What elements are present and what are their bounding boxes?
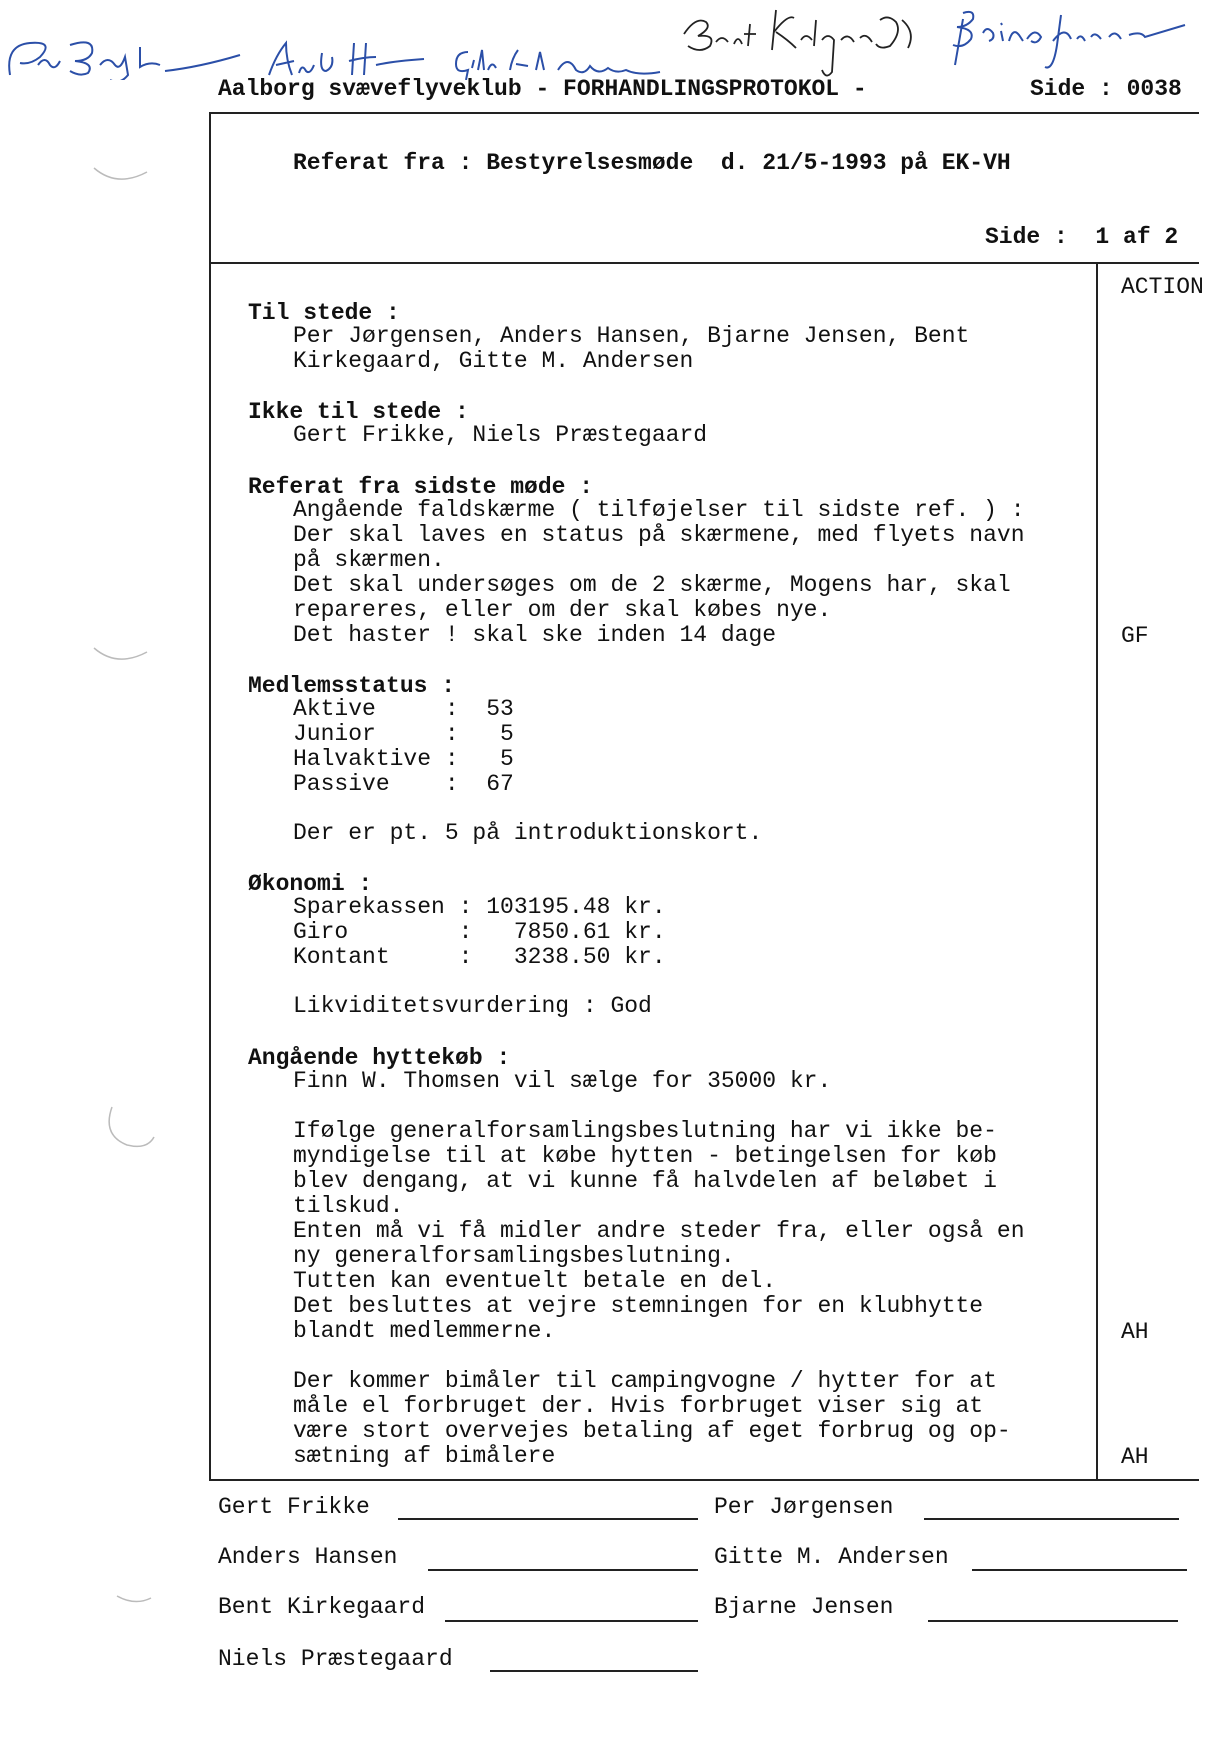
cabin-paragraph-line: tilskud.	[293, 1193, 404, 1219]
punch-hole-mark	[115, 1590, 155, 1610]
membership-row: Halvaktive : 5	[293, 746, 514, 772]
handwritten-signature-gitte	[448, 40, 663, 80]
cabin-line: Finn W. Thomsen vil sælge for 35000 kr.	[293, 1068, 832, 1094]
section-heading-present: Til stede :	[248, 300, 400, 326]
economy-row: Sparekassen : 103195.48 kr.	[293, 894, 666, 920]
signatory-name: Gitte M. Andersen	[714, 1544, 949, 1570]
action-initials: AH	[1121, 1319, 1149, 1345]
signatory-name: Gert Frikke	[218, 1494, 370, 1520]
cabin-paragraph-line: ny generalforsamlingsbeslutning.	[293, 1243, 735, 1269]
present-line: Kirkegaard, Gitte M. Andersen	[293, 348, 694, 374]
signature-line-blank	[398, 1518, 698, 1520]
membership-note: Der er pt. 5 på introduktionskort.	[293, 820, 763, 846]
meter-paragraph-line: Der kommer bimåler til campingvogne / hytter for at	[293, 1368, 997, 1394]
action-initials: AH	[1121, 1444, 1149, 1470]
signature-line	[445, 1620, 698, 1622]
meter-paragraph-line: være stort overvejes betaling af eget forbrug og op-	[293, 1418, 1011, 1444]
handwritten-signature-per	[0, 35, 250, 80]
economy-row: Giro : 7850.61 kr.	[293, 919, 666, 945]
signature-line	[428, 1569, 698, 1571]
action-column-divider	[1096, 262, 1098, 1480]
title-box-rule	[209, 262, 1199, 264]
signature-line	[972, 1569, 1187, 1571]
signatory-name: Bjarne Jensen	[714, 1594, 894, 1620]
previous-minutes-line: Angående faldskærme ( tilføjelser til sidste ref. ) :	[293, 497, 1025, 523]
signature-line	[928, 1620, 1178, 1622]
cabin-paragraph-line: Ifølge generalforsamlingsbeslutning har vi ikke be-	[293, 1118, 997, 1144]
body-bottom-rule	[209, 1479, 1199, 1481]
signatory-name: Bent Kirkegaard	[218, 1594, 426, 1620]
frame-left	[209, 112, 211, 1480]
protocol-title: Aalborg svæveflyveklub - FORHANDLINGSPROTOKOL -	[218, 76, 867, 102]
punch-hole-mark	[92, 640, 152, 670]
cabin-paragraph-line: Enten må vi få midler andre steder fra, eller også en	[293, 1218, 1025, 1244]
previous-minutes-line: på skærmen.	[293, 547, 445, 573]
previous-minutes-line: Det haster ! skal ske inden 14 dage	[293, 622, 777, 648]
section-heading-absent: Ikke til stede :	[248, 399, 469, 425]
previous-minutes-line: Der skal laves en status på skærmene, med flyets navn	[293, 522, 1025, 548]
present-line: Per Jørgensen, Anders Hansen, Bjarne Jensen, Bent	[293, 323, 970, 349]
page-number: Side : 0038	[1030, 76, 1182, 102]
section-heading-cabin-purchase: Angående hyttekøb :	[248, 1045, 511, 1071]
action-initials: GF	[1121, 623, 1149, 649]
cabin-paragraph-line: Det besluttes at vejre stemningen for en klubhytte	[293, 1293, 984, 1319]
punch-hole-mark	[92, 1105, 162, 1155]
handwritten-signature-bjarne	[945, 5, 1195, 80]
previous-minutes-line: repareres, eller om der skal købes nye.	[293, 597, 832, 623]
action-column-header: ACTION	[1121, 274, 1204, 300]
cabin-paragraph-line: blev dengang, at vi kunne få halvdelen af beløbet i	[293, 1168, 997, 1194]
economy-row: Kontant : 3238.50 kr.	[293, 944, 666, 970]
absent-line: Gert Frikke, Niels Præstegaard	[293, 422, 708, 448]
handwritten-signature-bent	[676, 0, 931, 80]
signature-line	[924, 1518, 1179, 1520]
header-rule	[209, 112, 1199, 114]
membership-row: Passive : 67	[293, 771, 514, 797]
cabin-paragraph-line: blandt medlemmerne.	[293, 1318, 556, 1344]
cabin-paragraph-line: myndigelse til at købe hytten - betingelsen for køb	[293, 1143, 997, 1169]
membership-row: Aktive : 53	[293, 696, 514, 722]
meter-paragraph-line: sætning af bimålere	[293, 1443, 556, 1469]
membership-row: Junior : 5	[293, 721, 514, 747]
previous-minutes-line: Det skal undersøges om de 2 skærme, Mogens har, skal	[293, 572, 1011, 598]
section-heading-membership: Medlemsstatus :	[248, 673, 456, 699]
section-heading-economy: Økonomi :	[248, 871, 373, 897]
meter-paragraph-line: måle el forbruget der. Hvis forbruget viser sig at	[293, 1393, 984, 1419]
signatory-name: Per Jørgensen	[714, 1494, 894, 1520]
cabin-paragraph-line: Tutten kan eventuelt betale en del.	[293, 1268, 777, 1294]
handwritten-signature-anders	[264, 35, 434, 80]
signatory-name: Niels Præstegaard	[218, 1646, 453, 1672]
liquidity-assessment: Likviditetsvurdering : God	[293, 993, 652, 1019]
section-heading-previous-minutes: Referat fra sidste møde :	[248, 474, 594, 500]
meeting-title: Referat fra : Bestyrelsesmøde d. 21/5-1993 på EK-VH	[293, 150, 1011, 176]
sheet-page-count: Side : 1 af 2	[985, 224, 1179, 250]
punch-hole-mark	[92, 160, 152, 190]
signatory-name: Anders Hansen	[218, 1544, 398, 1570]
signature-line-blank	[490, 1670, 698, 1672]
